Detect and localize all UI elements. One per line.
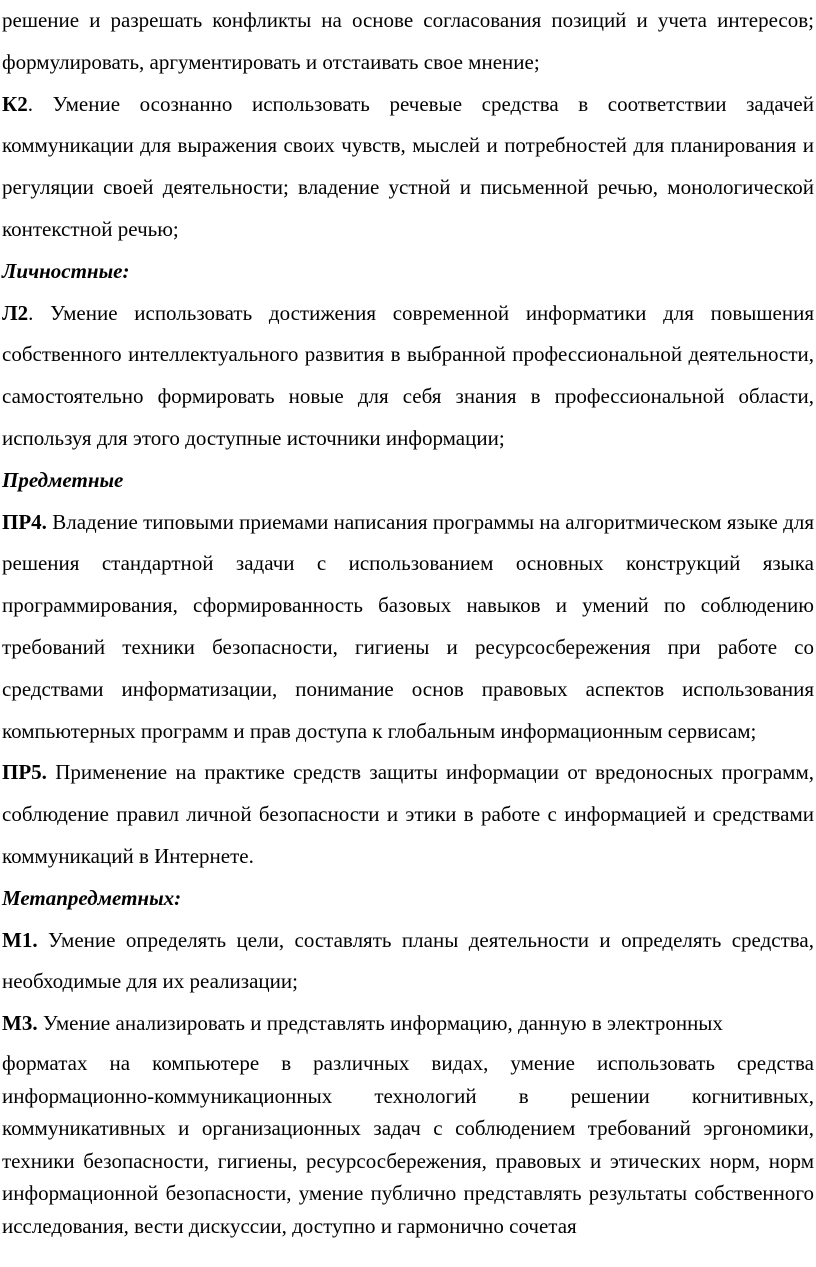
heading-personal: Личностные: <box>2 258 130 283</box>
text-l2: . Умение использовать достижения современной информатики для повышения собственного интеллектуального развития в выбранной профессиональной деятельности, самостоятельно формировать новые для себя знания в профессиональной области, используя для этого доступные источники информации; <box>2 300 814 450</box>
text-m1: Умение определять цели, составлять планы деятельности и определять средства, необходимые для их реализации; <box>2 927 814 994</box>
paragraph-continuation: решение и разрешать конфликты на основе согласования позиций и учета интересов; формулировать, аргументировать и отстаивать свое мнение; <box>2 8 814 74</box>
text-m3-first: Умение анализировать и представлять информацию, данную в электронных <box>37 1011 723 1036</box>
paragraph-l2 <box>2 293 814 460</box>
paragraph-pr5 <box>2 752 814 877</box>
code-pr5: ПР5. <box>2 760 47 785</box>
code-m3: М3. <box>2 1011 38 1036</box>
paragraph-m3-continued: форматах на компьютере в различных видах, умение использовать средства информационно-коммуникационных технологий в решении когнитивных, коммуникативных и организационных задач с соблюдением требований эргономики, техники безопасности, гигиены, ресурсосбережения, правовых и этических норм, норм информационной безопасности, умение публично представлять результаты собственного исследования, вести дискуссии, доступно и гармонично сочетая <box>2 1050 814 1238</box>
paragraph-m1 <box>2 920 814 1004</box>
heading-subject: Предметные <box>2 467 124 492</box>
code-l2: Л2 <box>2 300 29 325</box>
text-pr5: Применение на практике средств защиты информации от вредоносных программ, соблюдение правил личной безопасности и этики в работе с информацией и средствами коммуникаций в Интернете. <box>2 760 814 868</box>
heading-meta: Метапредметных: <box>2 885 182 910</box>
paragraph-m3 <box>2 1003 814 1045</box>
text-k2: . Умение осознанно использовать речевые средства в соответствии задачей коммуникации для выражения своих чувств, мыслей и потребностей для планирования и регуляции своей деятельности; владение устной и письменной речью, монологической контекстной речью; <box>2 91 814 241</box>
document-page <box>2 0 814 1242</box>
code-m1: М1. <box>2 927 38 952</box>
code-pr4: ПР4. <box>2 509 47 534</box>
code-k2: К2 <box>2 91 28 116</box>
text-pr4: Владение типовыми приемами написания программы на алгоритмическом языке для решения стандартной задачи с использованием основных конструкций языка программирования, сформированность базовых навыков и умений по соблюдению требований техники безопасности, гигиены и ресурсосбережения при работе со средствами информатизации, понимание основ правовых аспектов использования компьютерных программ и прав доступа к глобальным информационным сервисам; <box>2 509 814 743</box>
paragraph-pr4 <box>2 502 814 753</box>
paragraph-k2 <box>2 84 814 251</box>
